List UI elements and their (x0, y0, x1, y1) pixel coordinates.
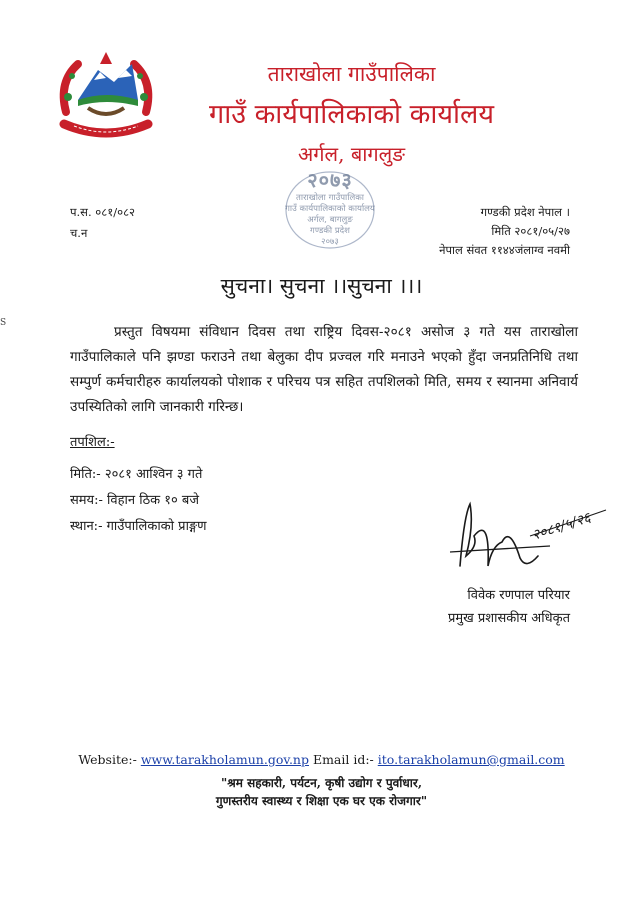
website-label: Website:- (78, 752, 141, 767)
footer-slogan-line1: "श्रम सहकारी, पर्यटन, कृषी उद्योग र पुर्वाधार, (221, 776, 422, 790)
office-address: अर्गल, बागलुङ (298, 142, 405, 166)
stamp-number: २०७३ (307, 168, 353, 192)
nepal-sambat-label: नेपाल संवत ११४४जंलाग्व नवमी (439, 243, 570, 257)
reference-number: प.स. ०८१/०८२ (70, 205, 136, 219)
stamp-line: गण्डकी प्रदेश (310, 226, 350, 236)
edge-mark: S (0, 318, 7, 328)
notice-body (70, 320, 578, 420)
stamp-line: गाउँ कार्यपालिकाको कार्यालय (285, 204, 375, 214)
stamp-line: अर्गल, बागलुङ (307, 215, 353, 225)
email-link[interactable]: ito.tarakholamun@gmail.com (377, 752, 565, 767)
signatory-name: विवेक रणपाल परियार (467, 588, 570, 603)
footer-contact (0, 752, 643, 767)
schedule-date: मिति:- २०८१ आश्विन ३ गते (70, 467, 203, 482)
signatory-post: प्रमुख प्रशासकीय अधिकृत (447, 611, 570, 626)
stamp-line: ताराखोला गाउँपालिका (296, 193, 364, 203)
website-link[interactable]: www.tarakholamun.gov.np (140, 752, 309, 767)
office-title: गाउँ कार्यपालिकाको कार्यालय (209, 99, 494, 130)
office-stamp (266, 162, 394, 250)
footer-slogan-line2: गुणस्तरीय स्वास्थ्य र शिक्षा एक घर एक रोजगार" (215, 794, 428, 808)
email-label: Email id:- (308, 752, 378, 767)
notice-body-text: प्रस्तुत विषयमा संविधान दिवस तथा राष्ट्रिय दिवस-२०८१ असोज ३ गते यस ताराखोला गाउँपालिकाले पनि झण्डा फराउने तथा बेलुका दीप प्रज्वल गरि मनाउने भएको हुँदा जनप्रतिनिधि तथा सम्पुर्ण कर्मचारीहरु कार्यालयको पोशाक र परिचय पत्र सहित तपशिलको मिति, समय र स्यानमा अनिवार्य उपस्यितिको लागि जानकारी गरिन्छ। (70, 324, 578, 415)
signature-date: २०८१/५/२६ (530, 509, 593, 544)
date-label: मिति २०८१/०५/२७ (491, 224, 570, 238)
schedule-venue: स्थान:- गाउँपालिकाको प्राङ्गण (70, 519, 207, 534)
notice-title: सुचना। सुचना ।।सुचना ।।। (220, 274, 423, 298)
dispatch-number: च.न (70, 226, 88, 240)
schedule-time: समय:- विहान ठिक १० बजे (70, 493, 199, 508)
stamp-line: २०७३ (321, 237, 339, 247)
province-label: गण्डकी प्रदेश नेपाल । (480, 205, 570, 219)
handwritten-signature (430, 496, 620, 576)
office-name: ताराखोला गाउँपालिका (267, 62, 436, 86)
schedule-heading: तपशिल:- (70, 435, 115, 450)
